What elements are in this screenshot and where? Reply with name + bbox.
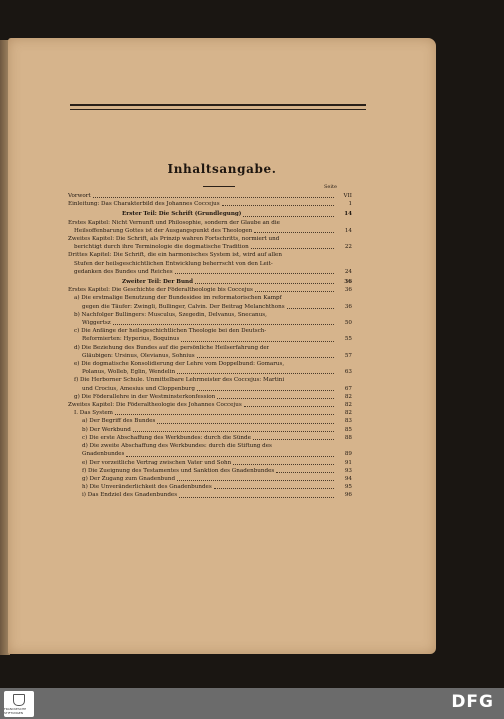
dot-leader [126,456,334,457]
toc-page-number: 85 [344,426,352,433]
toc-entry-text: b) Der Werkbund [82,426,131,433]
dot-leader [244,406,334,407]
dot-leader [93,197,334,198]
toc-page-number: 83 [344,418,352,425]
toc-entry [68,434,352,442]
toc-entry-text: a) Die erstmalige Benutzung der Bundesidee im reformatorischen Kampf [74,295,282,302]
dot-leader [253,439,334,440]
toc-entry-text: e) Der vorzeitliche Vertrag zwischen Vater und Sohn [82,459,232,466]
toc-page-number: 93 [344,467,352,474]
toc-page-number: 1 [348,201,352,208]
header-rule [70,104,366,106]
toc-entry [68,401,352,409]
toc-page-number: 24 [344,268,352,275]
toc-entry-text: a) Der Begriff des Bundes [82,418,156,425]
toc-entry-text: Heilsoffenbarung Gottes ist der Ausgangspunkt des Theologen [74,227,253,234]
toc-entry [68,352,352,360]
dot-leader [179,497,334,498]
toc-entry-text: Stufen der heilsgeschichtlichen Entwicklung beherrscht von den Leit- [74,260,273,267]
dot-leader [254,232,334,233]
toc-entry [68,311,352,319]
toc-entry [68,426,352,434]
toc-entry [68,459,352,467]
dot-leader [222,205,334,206]
toc-page-number: 63 [344,369,352,376]
toc-entry [68,327,352,335]
toc-entry [68,409,352,417]
toc-entry-text: gedanken des Bundes und Reiches [74,268,173,275]
dot-leader [287,308,334,309]
dot-leader [197,357,334,358]
toc-entry-text: i) Das Endziel des Gnadenbundes [82,492,178,499]
page-title: Inhaltsangabe. [167,162,277,176]
toc-page-number: 36 [344,279,352,286]
toc-entry [68,303,352,311]
toc-entry-text: d) Die zweite Abschaffung des Werkbundes: durch die Stiftung des [82,443,272,450]
toc-entry-text: Wiggertsz [82,320,111,327]
header-rule-thin [70,109,366,110]
toc-entry [68,344,352,352]
toc-entry-text: Vorwort [68,193,91,199]
dot-leader [177,373,334,374]
table-of-contents [68,192,352,500]
toc-page-number: 95 [344,484,352,491]
dot-leader [217,398,334,399]
toc-entry-text: Drittes Kapitel: Die Schrift, die ein harmonisches System ist, wird auf allen [68,252,282,259]
toc-page-number: VII [343,193,352,199]
toc-entry-text: g) Die Föderallehre in der Westminsterkonfession [74,393,216,400]
toc-page-number: 36 [344,287,352,294]
dot-leader [195,283,334,284]
dot-leader [233,464,334,465]
toc-entry-text: g) Der Zugang zum Gnadenbund [82,475,176,482]
toc-entry-text: Erster Teil: Die Schrift (Grundlegung) [122,211,242,218]
dot-leader [255,291,334,292]
toc-page-number: 55 [344,336,352,343]
shield-icon [13,694,25,706]
dot-leader [251,248,334,249]
dot-leader [157,423,334,424]
toc-entry [68,286,352,294]
toc-entry-text: Zweites Kapitel: Die Föderaltheologie des Johannes Coccejus [68,402,242,409]
toc-page-number: 14 [344,227,352,234]
toc-entry-text: c) Die Anfänge der heilsgeschichtlichen Theologie bei den Deutsch- [74,328,267,335]
toc-entry [68,235,352,243]
toc-entry-text: e) Die dogmatische Konsolidierung der Lehre vom Doppelbund: Gomarus, [74,361,285,368]
toc-page-number: 67 [344,385,352,392]
toc-page-number: 89 [344,451,352,458]
toc-entry [68,483,352,491]
toc-page-number: 88 [344,434,352,441]
dot-leader [276,472,334,473]
book-page [8,38,436,654]
toc-entry [68,368,352,376]
toc-entry-text: Einleitung: Das Charakterbild des Johannes Coccejus [68,201,220,208]
toc-entry-text: f) Die Herborner Schule. Unmittelbare Lehrmeister des Coccejus: Martini [74,377,285,384]
toc-entry-text: und Crocius, Amesius und Cloppenburg [82,385,195,392]
toc-page-number: 82 [344,402,352,409]
footer-bar [0,688,504,719]
page-column-label: Seite [324,184,337,190]
toc-page-number: 22 [344,244,352,251]
toc-entry-text: c) Die erste Abschaffung des Werkbundes: durch die Sünde [82,434,251,441]
toc-entry-text: Gläubigen: Ursinus, Olevianus, Sohnius [82,352,195,359]
toc-entry [68,243,352,251]
toc-entry-text: Erstes Kapitel: Die Geschichte der Föderaltheologie bis Coccejus [68,287,253,294]
toc-page-number: 82 [344,410,352,417]
dot-leader [243,216,334,217]
toc-entry-text: Polanus, Wolleb, Eglin, Wendelin [82,369,176,376]
toc-entry [68,278,352,286]
toc-entry-text: Zweites Kapitel: Die Schrift, als Prinzip wahren Fortschritts, normiert und [68,236,280,243]
toc-entry [68,227,352,235]
toc-entry [68,200,352,208]
toc-page-number: 50 [344,320,352,327]
toc-entry [68,294,352,302]
toc-entry-text: Zweiter Teil: Der Bund [122,279,194,286]
toc-entry [68,491,352,499]
toc-page-number: 57 [344,352,352,359]
toc-entry [68,360,352,368]
toc-entry [68,385,352,393]
toc-page-number: 36 [344,303,352,310]
toc-entry [68,335,352,343]
dot-leader [113,324,334,325]
dot-leader [175,273,334,274]
toc-entry-text: f) Die Zueignung des Testamentes und Sanktion des Gnadenbundes [82,467,275,474]
toc-entry [68,192,352,200]
toc-page-number: 82 [344,393,352,400]
toc-page-number: 14 [344,211,352,218]
toc-page-number: 96 [344,492,352,499]
dot-leader [177,480,334,481]
toc-page-number: 94 [344,475,352,482]
logo-text: FRANCKESCHE STIFTUNGEN [4,706,27,715]
toc-entry-text: Reformierten: Hyperius, Boquinus [82,336,180,343]
toc-entry-text: I. Das System [74,410,113,417]
title-underline [203,186,235,187]
toc-entry [68,450,352,458]
toc-entry-text: h) Die Unveränderlichkeit des Gnadenbundes [82,484,212,491]
toc-entry [68,376,352,384]
dot-leader [115,414,334,415]
toc-entry [68,467,352,475]
toc-entry [68,475,352,483]
toc-entry-text: berichtigt durch ihre Terminologie die dogmatische Tradition [74,244,249,251]
toc-entry [68,268,352,276]
dfg-logo: DFG [451,692,494,712]
toc-entry [68,219,352,227]
dot-leader [197,390,334,391]
franckesche-stiftungen-logo [4,691,34,717]
toc-page-number: 91 [344,459,352,466]
toc-entry-text: Erstes Kapitel: Nicht Vernunft und Philosophie, sondern der Glaube an die [68,219,280,226]
dot-leader [133,431,334,432]
toc-entry [68,319,352,327]
toc-entry-text: d) Die Beziehung des Bundes auf die persönliche Heilserfahrung der [74,344,270,351]
toc-entry [68,260,352,268]
toc-entry [68,251,352,259]
toc-entry [68,442,352,450]
toc-entry-text: b) Nachfolger Bullingers: Musculus, Szegedin, Delvanus, Snecanus, [74,311,267,318]
dot-leader [214,488,334,489]
toc-entry [68,417,352,425]
toc-entry [68,393,352,401]
toc-entry-text: gegen die Täufer: Zwingli, Bullinger, Calvin. Der Beitrag Melanchthons [82,303,285,310]
dot-leader [181,341,334,342]
toc-entry-text: Gnadenbundes [82,451,125,458]
toc-entry [68,210,352,218]
